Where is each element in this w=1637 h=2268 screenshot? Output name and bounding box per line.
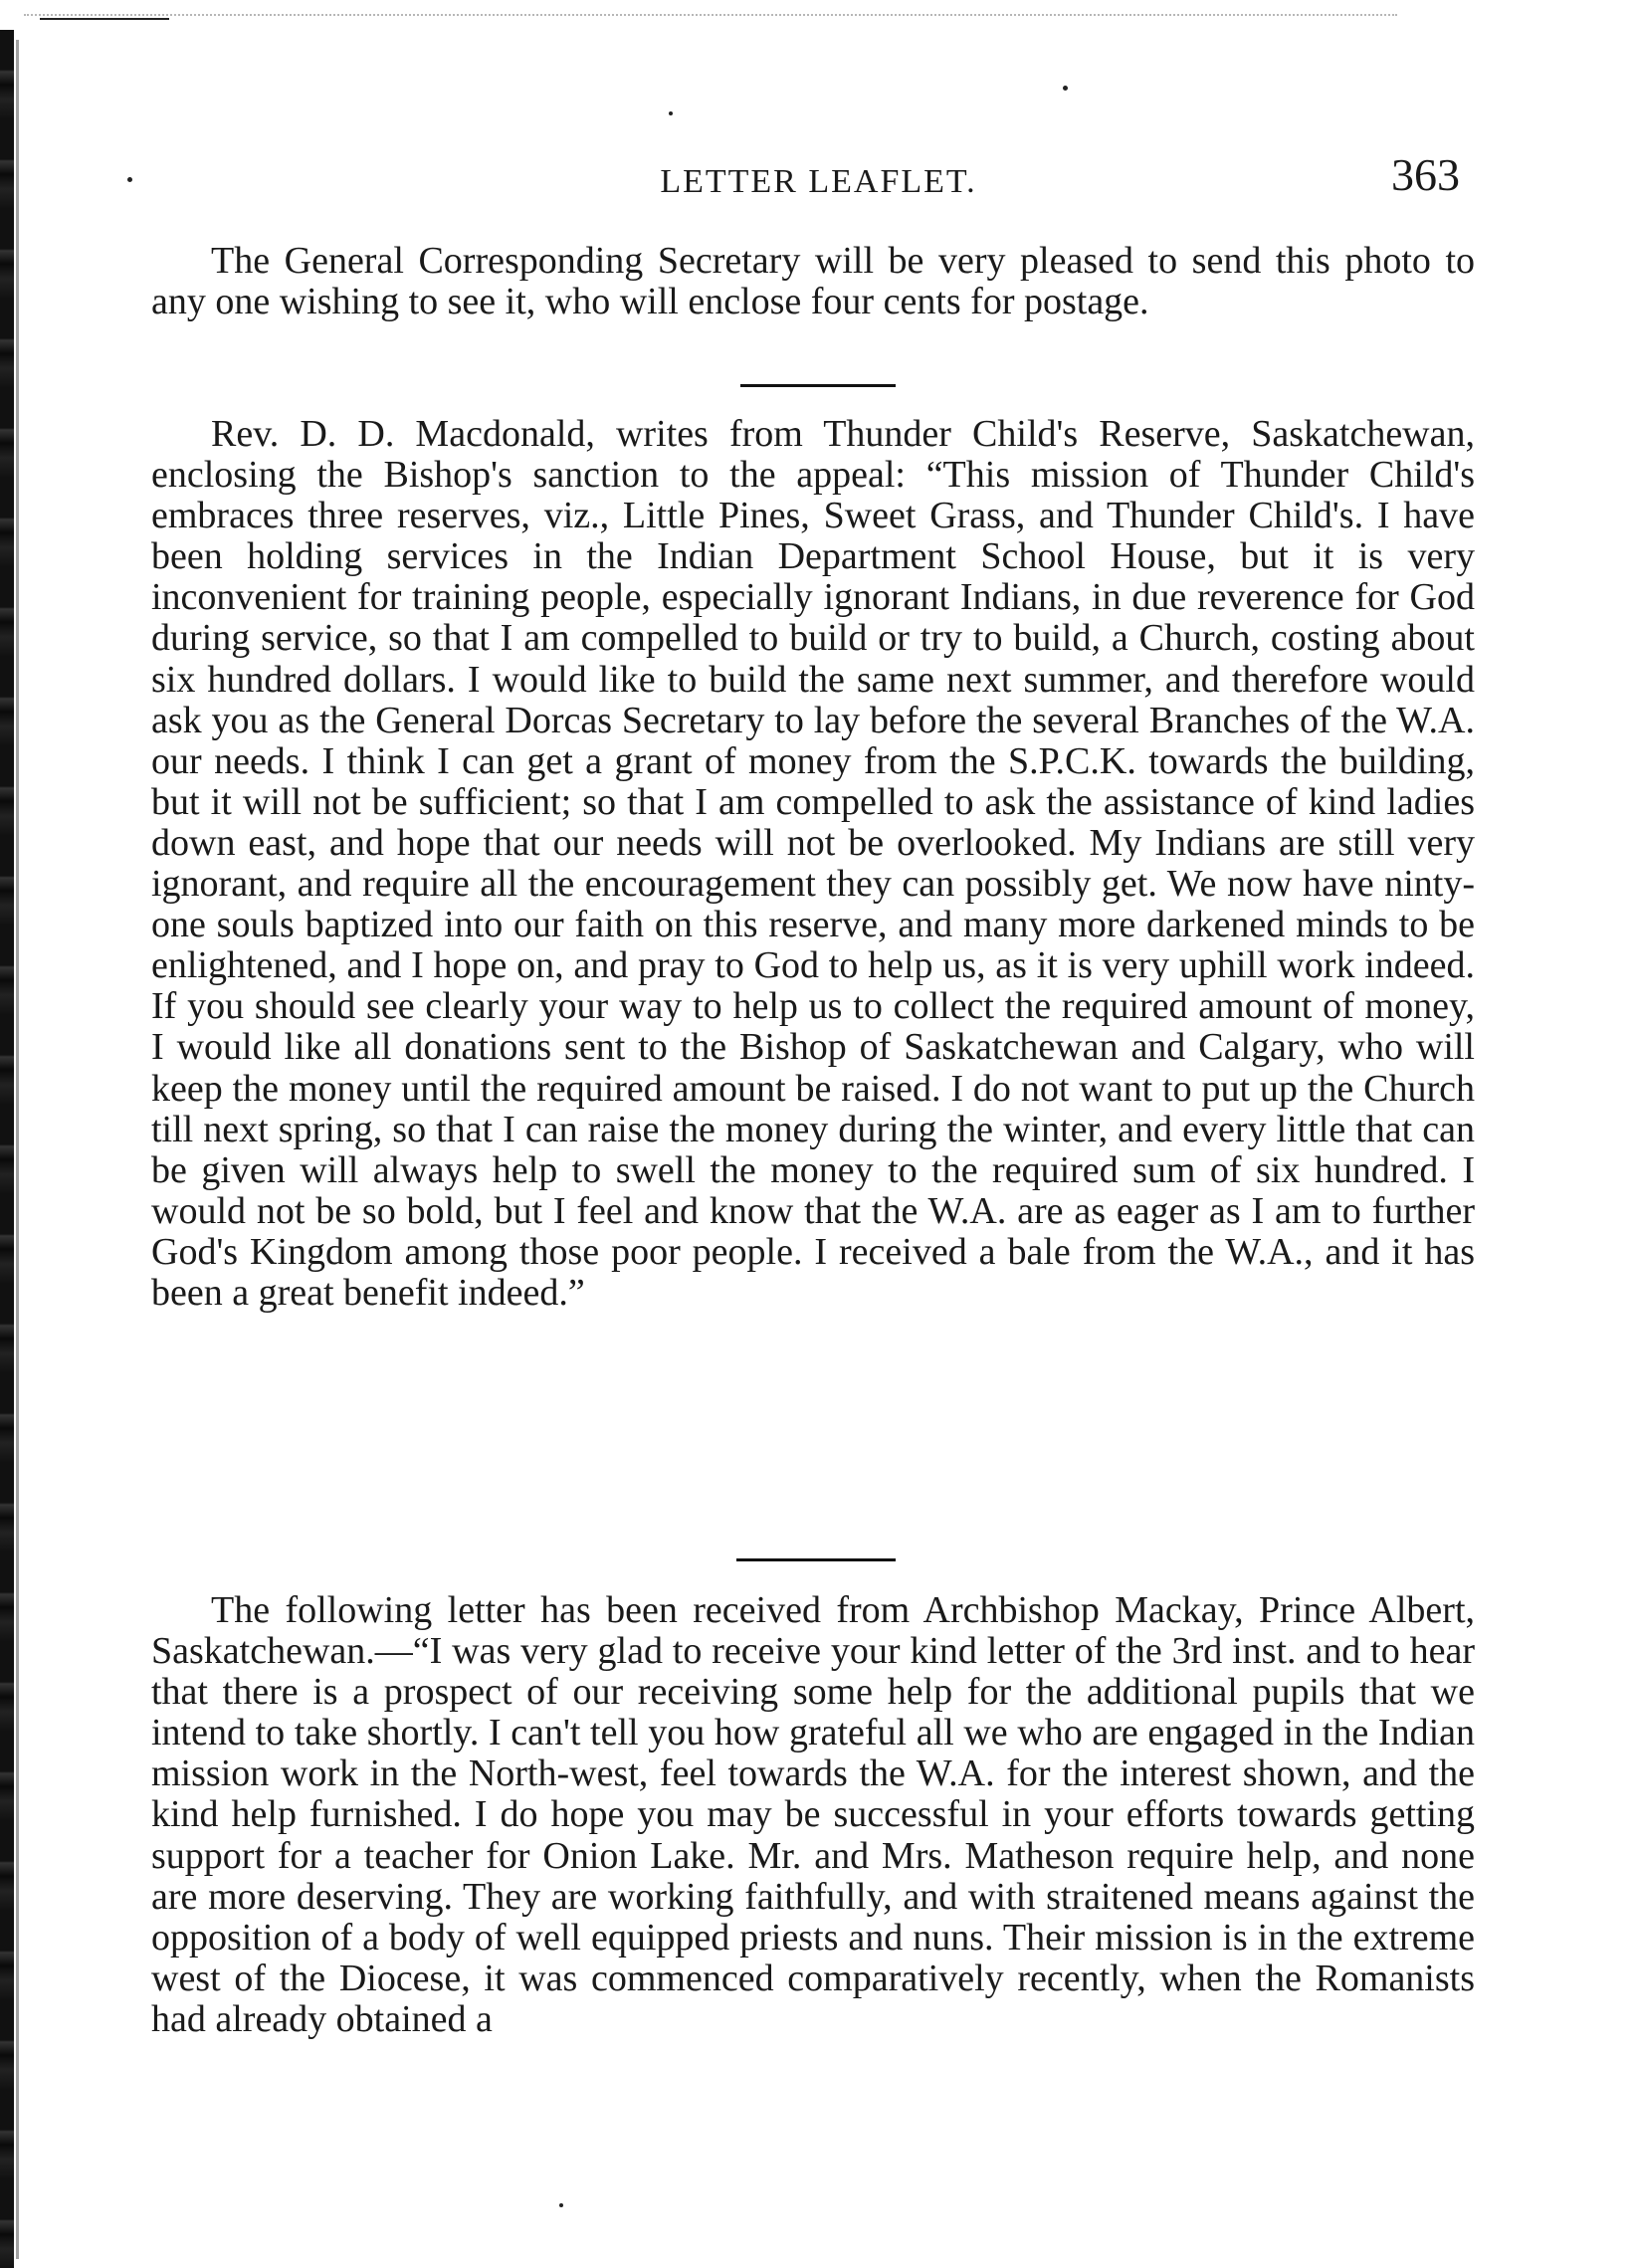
section-divider	[740, 384, 896, 387]
paragraph-photo-notice: The General Corresponding Secretary will be very pleased to send this photo to any one wishing to see it, who will enclose four cents for postage.	[151, 240, 1475, 323]
scan-speck	[1063, 86, 1068, 91]
scan-noise-top	[24, 14, 1397, 22]
scan-noise-line	[40, 18, 169, 20]
running-header-title: LETTER LEAFLET.	[660, 163, 977, 200]
scan-speck	[669, 111, 673, 115]
paragraph-macdonald-letter: Rev. D. D. Macdonald, writes from Thunder Child's Reserve, Saskatchewan, enclosing the Bishop's sanction to the appeal: “This mission of Thunder Child's embraces three reserves, viz., Little Pines, Sweet Grass, and Thunder Child's. I have been holding services in the Indian Department School House, but it is very inconvenient for training people, especially ignorant Indians, in due reverence for God during service, so that I am compelled to build or try to build, a Church, costing about six hundred dollars. I would like to build the same next summer, and therefore would ask you as the General Dorcas Secretary to lay before the several Branches of the W.A. our needs. I think I can get a grant of money from the S.P.C.K. towards the building, but it will not be sufficient; so that I am compelled to ask the assistance of kind ladies down east, and hope that our needs will not be overlooked. My Indians are still very ignorant, and require all the encouragement they can possibly get. We now have ninty-one souls baptized into our faith on this reserve, and many more darkened minds to be enlightened, and I hope on, and pray to God to help us, as it is very uphill work indeed. If you should see clearly your way to help us to collect the required amount of money, I would like all donations sent to the Bishop of Saskatchewan and Calgary, who will keep the money until the required amount be raised. I do not want to put up the Church till next spring, so that I can raise the money during the winter, and every little that can be given will always help to swell the money to the required sum of six hundred. I would not be so bold, but I feel and know that the W.A. are as eager as I am to further God's Kingdom among those poor people. I received a bale from the W.A., and it has been a great benefit indeed.”	[151, 413, 1475, 1314]
page-binding-edge	[0, 30, 14, 2268]
scan-speck	[559, 2203, 563, 2207]
section-divider	[736, 1558, 896, 1561]
page-binding-shadow	[16, 40, 19, 2259]
page-number: 363	[1391, 149, 1460, 200]
paragraph-mackay-letter: The following letter has been received from Archbishop Mackay, Prince Albert, Saskatchewan.—“I was very glad to receive your kind letter of the 3rd inst. and to hear that there is a prospect of our receiving some help for the additional pupils that we intend to take shortly. I can't tell you how grateful all we who are engaged in the Indian mission work in the North-west, feel towards the W.A. for the interest shown, and the kind help furnished. I do hope you may be successful in your efforts towards getting support for a teacher for Onion Lake. Mr. and Mrs. Matheson require help, and none are more deserving. They are working faithfully, and with straitened means against the opposition of a body of well equipped priests and nuns. Their mission is in the extreme west of the Diocese, it was commenced comparatively recently, when the Romanists had already obtained a	[151, 1589, 1475, 2040]
